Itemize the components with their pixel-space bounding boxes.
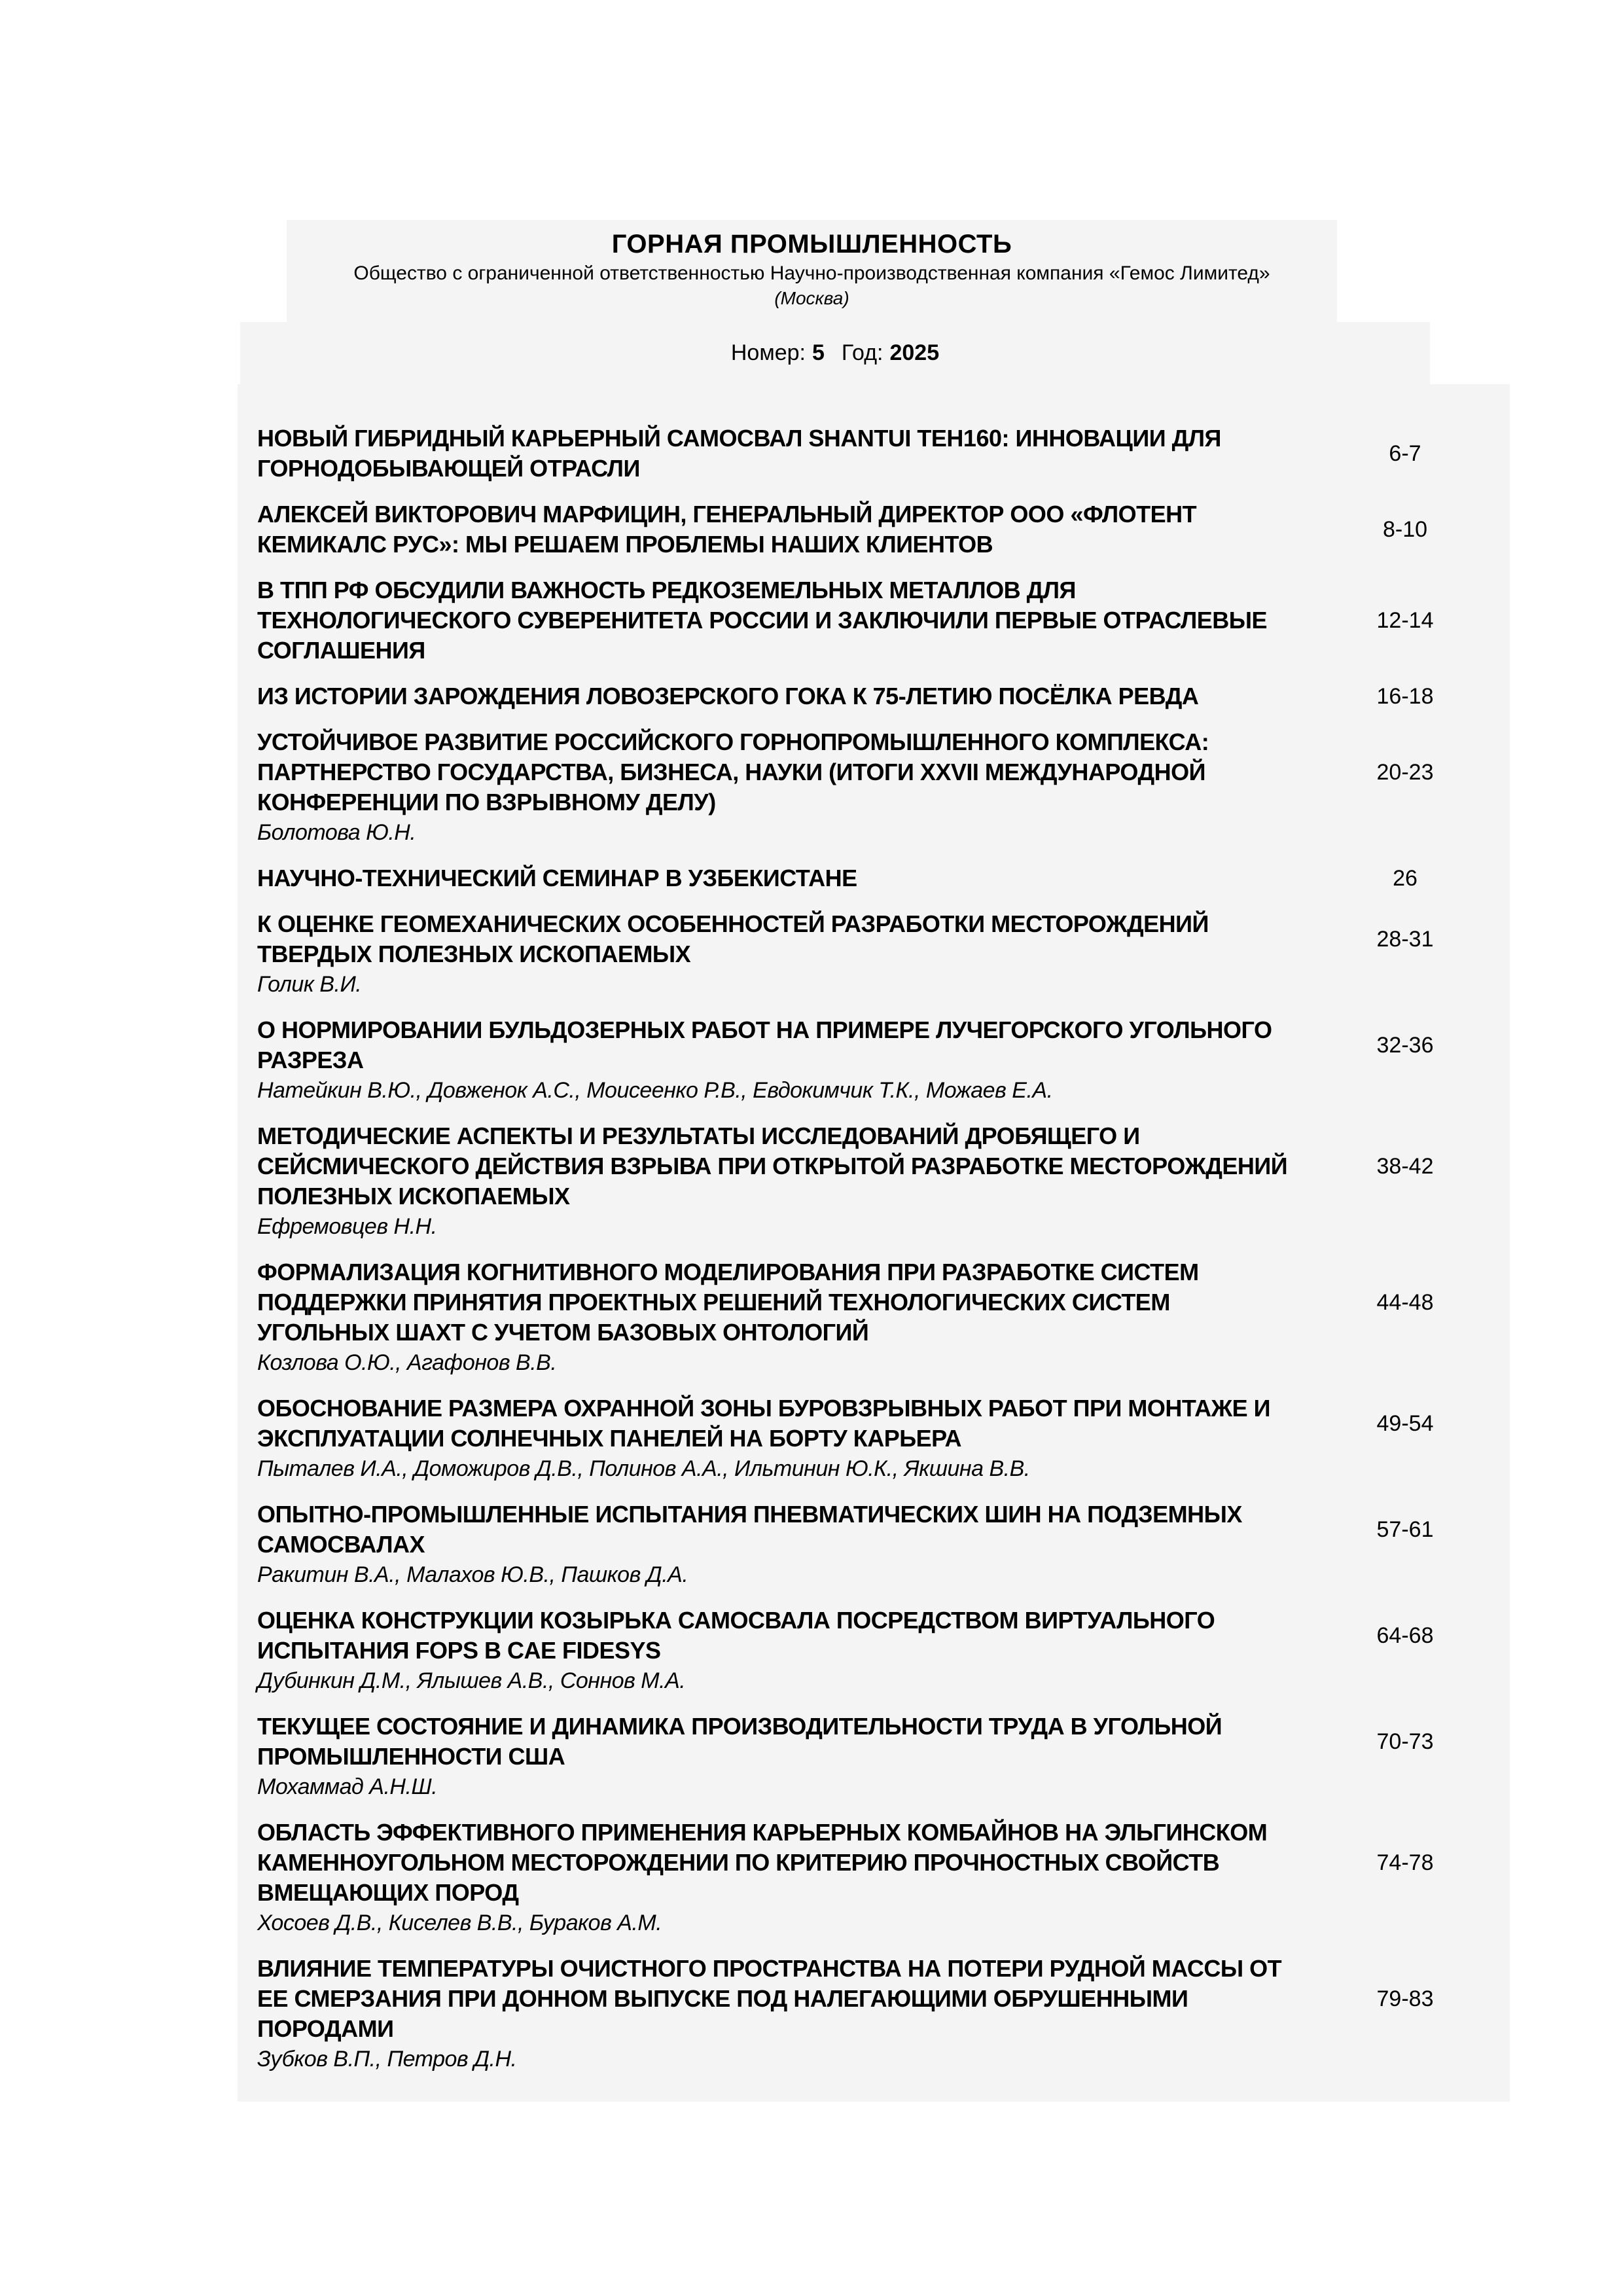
- article-title[interactable]: В ТПП РФ ОБСУДИЛИ ВАЖНОСТЬ РЕДКОЗЕМЕЛЬНЫХ МЕТАЛЛОВ ДЛЯ ТЕХНОЛОГИЧЕСКОГО СУВЕРЕНИТЕТА РОССИИ И ЗАКЛЮЧИЛИ ПЕРВЫЕ ОТРАСЛЕВЫЕ СОГЛАШЕНИЯ: [257, 577, 1268, 664]
- article-title[interactable]: ВЛИЯНИЕ ТЕМПЕРАТУРЫ ОЧИСТНОГО ПРОСТРАНСТВА НА ПОТЕРИ РУДНОЙ МАССЫ ОТ ЕЕ СМЕРЗАНИЯ ПРИ ДОННОМ ВЫПУСКЕ ПОД НАЛЕГАЮЩИМИ ОБРУШЕННЫМИ ПОРОДАМИ: [257, 1955, 1282, 2042]
- article-title[interactable]: ТЕКУЩЕЕ СОСТОЯНИЕ И ДИНАМИКА ПРОИЗВОДИТЕЛЬНОСТИ ТРУДА В УГОЛЬНОЙ ПРОМЫШЛЕННОСТИ США: [257, 1713, 1222, 1770]
- article-pages: 49-54: [1376, 1411, 1434, 1436]
- toc-entry: [257, 1712, 1490, 1802]
- article-title[interactable]: ОЦЕНКА КОНСТРУКЦИИ КОЗЫРЬКА САМОСВАЛА ПОСРЕДСТВОМ ВИРТУАЛЬНОГО ИСПЫТАНИЯ FOPS В CAE FIDESYS: [257, 1607, 1215, 1664]
- article-pages: 28-31: [1376, 927, 1434, 952]
- toc-entry: [257, 863, 1490, 893]
- article-pages: 57-61: [1376, 1517, 1434, 1542]
- toc-entry-row: [257, 1393, 1490, 1454]
- toc-entry: [257, 499, 1490, 560]
- article-authors: Дубинкин Д.М., Ялышев А.В., Соннов М.А.: [257, 1668, 686, 1693]
- year-value: 2025: [889, 340, 940, 365]
- article-pages: 64-68: [1376, 1623, 1434, 1648]
- article-authors: Зубков В.П., Петров Д.Н.: [257, 2047, 517, 2072]
- toc-entry-row: [257, 1121, 1490, 1211]
- article-pages: 44-48: [1376, 1290, 1434, 1315]
- toc-entry: [257, 1015, 1490, 1105]
- issue-label: Номер:: [730, 340, 806, 365]
- issue-number: 5: [812, 340, 825, 365]
- toc-entry-row: [257, 423, 1490, 484]
- toc-entry-row: [257, 909, 1490, 969]
- toc-entry: [257, 1121, 1490, 1242]
- issue-bar: [240, 322, 1430, 384]
- article-pages: 20-23: [1376, 760, 1434, 785]
- article-title[interactable]: НОВЫЙ ГИБРИДНЫЙ КАРЬЕРНЫЙ САМОСВАЛ SHANTUI TEH160: ИННОВАЦИИ ДЛЯ ГОРНОДОБЫВАЮЩЕЙ ОТРАСЛИ: [257, 425, 1221, 482]
- toc-entry: [257, 1393, 1490, 1484]
- journal-publisher: Общество с ограниченной ответственностью Научно-производственная компания «Гемос Лимитед»: [353, 262, 1270, 284]
- article-authors: Хосоев Д.В., Киселев В.В., Бураков А.М.: [257, 1910, 662, 1935]
- article-pages: 74-78: [1376, 1850, 1434, 1875]
- toc-entry-row: [257, 575, 1490, 666]
- article-title[interactable]: МЕТОДИЧЕСКИЕ АСПЕКТЫ И РЕЗУЛЬТАТЫ ИССЛЕДОВАНИЙ ДРОБЯЩЕГО И СЕЙСМИЧЕСКОГО ДЕЙСТВИЯ ВЗРЫВА ПРИ ОТКРЫТОЙ РАЗРАБОТКЕ МЕСТОРОЖДЕНИЙ ПОЛЕЗНЫХ ИСКОПАЕМЫХ: [257, 1122, 1288, 1210]
- article-title[interactable]: К ОЦЕНКЕ ГЕОМЕХАНИЧЕСКИХ ОСОБЕННОСТЕЙ РАЗРАБОТКИ МЕСТОРОЖДЕНИЙ ТВЕРДЫХ ПОЛЕЗНЫХ ИСКОПАЕМЫХ: [257, 910, 1209, 967]
- toc-entry: [257, 1954, 1490, 2074]
- article-authors: Мохаммад А.Н.Ш.: [257, 1774, 438, 1799]
- toc-entry-row: [257, 1818, 1490, 1908]
- journal-header: [287, 220, 1337, 322]
- article-pages: 32-36: [1376, 1033, 1434, 1058]
- toc-entry: [257, 1818, 1490, 1938]
- article-authors: Натейкин В.Ю., Довженок А.С., Моисеенко Р.В., Евдокимчик Т.К., Можаев Е.А.: [257, 1078, 1053, 1103]
- article-title[interactable]: НАУЧНО-ТЕХНИЧЕСКИЙ СЕМИНАР В УЗБЕКИСТАНЕ: [257, 865, 857, 891]
- year-label: Год:: [841, 340, 883, 365]
- article-authors: Ракитин В.А., Малахов Ю.В., Пашков Д.А.: [257, 1562, 688, 1587]
- toc-entry: [257, 423, 1490, 484]
- article-title[interactable]: ОБОСНОВАНИЕ РАЗМЕРА ОХРАННОЙ ЗОНЫ БУРОВЗРЫВНЫХ РАБОТ ПРИ МОНТАЖЕ И ЭКСПЛУАТАЦИИ СОЛНЕЧНЫХ ПАНЕЛЕЙ НА БОРТУ КАРЬЕРА: [257, 1395, 1271, 1452]
- toc-entry-row: [257, 727, 1490, 817]
- toc-entry: [257, 1499, 1490, 1590]
- toc-entry: [257, 1257, 1490, 1378]
- article-title[interactable]: УСТОЙЧИВОЕ РАЗВИТИЕ РОССИЙСКОГО ГОРНОПРОМЫШЛЕННОГО КОМПЛЕКСА: ПАРТНЕРСТВО ГОСУДАРСТВА, БИЗНЕСА, НАУКИ (ИТОГИ XXVII МЕЖДУНАРОДНОЙ КОНФЕРЕНЦИИ ПО ВЗРЫВНОМУ ДЕЛУ): [257, 728, 1209, 816]
- toc-entry: [257, 1605, 1490, 1696]
- article-authors: Козлова О.Ю., Агафонов В.В.: [257, 1350, 557, 1375]
- article-title[interactable]: ОПЫТНО-ПРОМЫШЛЕННЫЕ ИСПЫТАНИЯ ПНЕВМАТИЧЕСКИХ ШИН НА ПОДЗЕМНЫХ САМОСВАЛАХ: [257, 1501, 1242, 1558]
- article-authors: Пыталев И.А., Доможиров Д.В., Полинов А.А., Ильтинин Ю.К., Якшина В.В.: [257, 1456, 1030, 1481]
- article-title[interactable]: АЛЕКСЕЙ ВИКТОРОВИЧ МАРФИЦИН, ГЕНЕРАЛЬНЫЙ ДИРЕКТОР ООО «ФЛОТЕНТ КЕМИКАЛС РУС»: МЫ РЕШАЕМ ПРОБЛЕМЫ НАШИХ КЛИЕНТОВ: [257, 501, 1197, 558]
- article-title[interactable]: ФОРМАЛИЗАЦИЯ КОГНИТИВНОГО МОДЕЛИРОВАНИЯ ПРИ РАЗРАБОТКЕ СИСТЕМ ПОДДЕРЖКИ ПРИНЯТИЯ ПРОЕКТНЫХ РЕШЕНИЙ ТЕХНОЛОГИЧЕСКИХ СИСТЕМ УГОЛЬНЫХ ШАХТ С УЧЕТОМ БАЗОВЫХ ОНТОЛОГИЙ: [257, 1259, 1199, 1346]
- journal-city: (Москва): [774, 288, 849, 308]
- article-pages: 8-10: [1382, 517, 1428, 542]
- toc-entry-row: [257, 863, 1490, 893]
- article-title[interactable]: ИЗ ИСТОРИИ ЗАРОЖДЕНИЯ ЛОВОЗЕРСКОГО ГОКА К 75-ЛЕТИЮ ПОСЁЛКА РЕВДА: [257, 683, 1199, 709]
- table-of-contents: [238, 384, 1510, 2102]
- toc-entry: [257, 727, 1490, 848]
- toc-entry: [257, 909, 1490, 999]
- article-title[interactable]: О НОРМИРОВАНИИ БУЛЬДОЗЕРНЫХ РАБОТ НА ПРИМЕРЕ ЛУЧЕГОРСКОГО УГОЛЬНОГО РАЗРЕЗА: [257, 1016, 1272, 1073]
- article-pages: 26: [1393, 866, 1418, 891]
- toc-entry-row: [257, 1015, 1490, 1075]
- article-pages: 70-73: [1376, 1729, 1434, 1754]
- toc-entry-row: [257, 1605, 1490, 1666]
- article-authors: Болотова Ю.Н.: [257, 820, 416, 845]
- toc-entry-row: [257, 1712, 1490, 1772]
- article-pages: 38-42: [1376, 1154, 1434, 1179]
- toc-entry-row: [257, 1499, 1490, 1560]
- article-authors: Ефремовцев Н.Н.: [257, 1214, 437, 1239]
- article-pages: 16-18: [1376, 684, 1434, 709]
- toc-entry-row: [257, 499, 1490, 560]
- article-authors: Голик В.И.: [257, 972, 362, 997]
- toc-entry: [257, 575, 1490, 666]
- journal-title: ГОРНАЯ ПРОМЫШЛЕННОСТЬ: [611, 230, 1012, 259]
- article-pages: 12-14: [1376, 608, 1434, 633]
- article-pages: 79-83: [1376, 1986, 1434, 2011]
- article-pages: 6-7: [1389, 441, 1421, 466]
- toc-entry-row: [257, 1954, 1490, 2044]
- toc-entry-row: [257, 681, 1490, 711]
- toc-entry: [257, 681, 1490, 711]
- toc-entry-row: [257, 1257, 1490, 1348]
- article-title[interactable]: ОБЛАСТЬ ЭФФЕКТИВНОГО ПРИМЕНЕНИЯ КАРЬЕРНЫХ КОМБАЙНОВ НА ЭЛЬГИНСКОМ КАМЕННОУГОЛЬНОМ МЕСТОРОЖДЕНИИ ПО КРИТЕРИЮ ПРОЧНОСТНЫХ СВОЙСТВ ВМЕЩАЮЩИХ ПОРОД: [257, 1819, 1268, 1906]
